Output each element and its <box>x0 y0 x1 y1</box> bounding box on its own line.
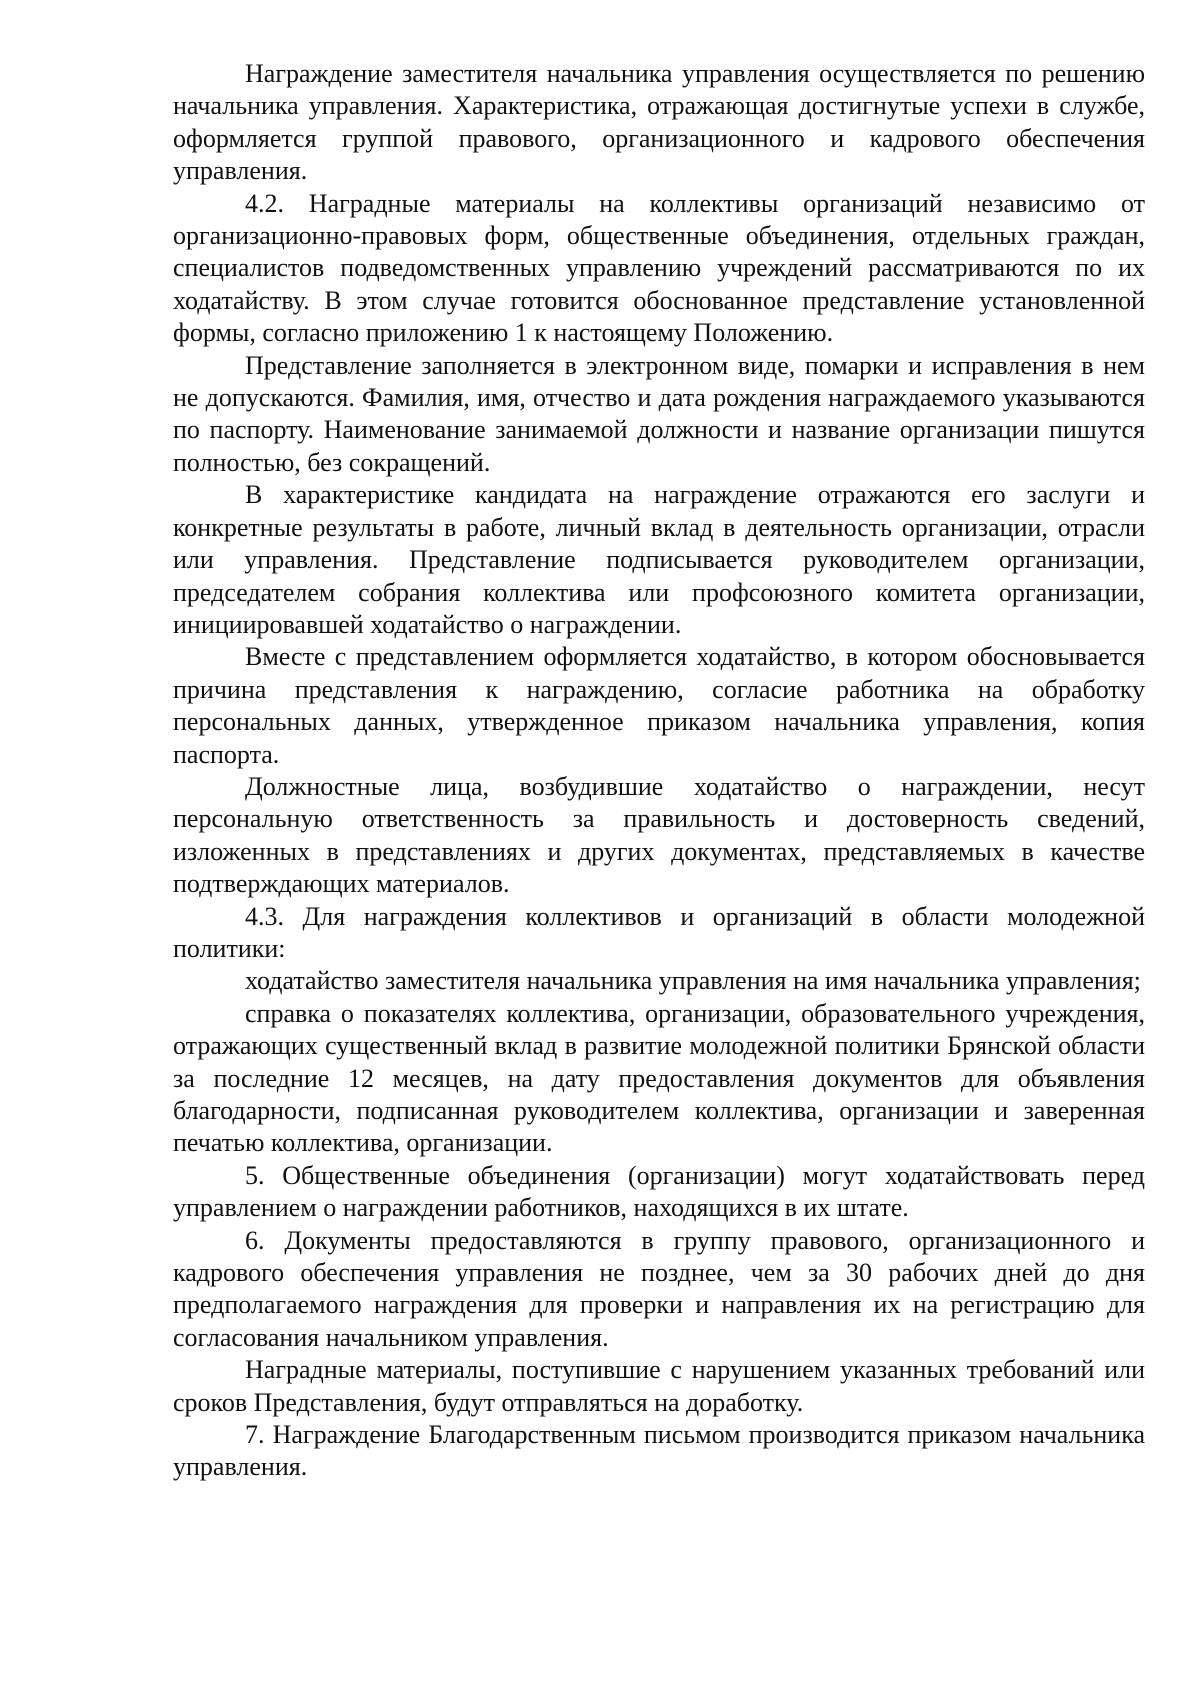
paragraph-responsibility: Должностные лица, возбудившие ходатайство о награждении, несут персональную ответственность за правильность и достоверность сведений, изложенных в представлениях и других документах, представляемых в качестве подтверждающих материалов. <box>173 771 1145 899</box>
paragraph-reference: справка о показателях коллектива, организации, образовательного учреждения, отражающих существенный вклад в развитие молодежной политики Брянской области за последние 12 месяцев, на дату предоставления документов для объявления благодарности, подписанная руководителем коллектива, организации и заверенная печатью коллектива, организации. <box>173 998 1145 1158</box>
paragraph-7: 7. Награждение Благодарственным письмом производится приказом начальника управления. <box>173 1420 1145 1482</box>
paragraph-candidate-characteristics: В характеристике кандидата на награждение отражаются его заслуги и конкретные результаты в работе, личный вклад в деятельность организации, отрасли или управления. Представление подписывается руководителем организации, председателем собрания коллектива или профсоюзного комитета организации, инициировавшей ходатайство о награждении. <box>173 480 1145 639</box>
paragraph-6: 6. Документы предоставляются в группу правового, организационного и кадрового обеспечения управления не позднее, чем за 30 рабочих дней до дня предполагаемого награждения для проверки и направления их на регистрацию для согласования начальником управления. <box>173 1225 1145 1352</box>
paragraph-5: 5. Общественные объединения (организации) могут ходатайствовать перед управлением о награждении работников, находящихся в их штате. <box>173 1160 1145 1223</box>
paragraph-deputy-award: Награждение заместителя начальника управления осуществляется по решению начальника управления. Характеристика, отражающая достигнутые успехи в службе, оформляется группой правового, организационного и кадрового обеспечения управления. <box>173 59 1145 186</box>
paragraph-4-3: 4.3. Для награждения коллективов и организаций в области молодежной политики: <box>173 901 1145 963</box>
paragraph-violations: Наградные материалы, поступившие с нарушением указанных требований или сроков Представления, будут отправляться на доработку. <box>173 1355 1145 1417</box>
document-body <box>173 58 1145 1484</box>
paragraph-petition: Вместе с представлением оформляется ходатайство, в котором обосновывается причина представления к награждению, согласие работника на обработку персональных данных, утвержденное приказом начальника управления, копия паспорта. <box>173 642 1145 769</box>
paragraph-4-2: 4.2. Наградные материалы на коллективы организаций независимо от организационно-правовых форм, общественные объединения, отдельных граждан, специалистов подведомственных управлению учреждений рассматриваются по их ходатайству. В этом случае готовится обоснованное представление установленной формы, согласно приложению 1 к настоящему Положению. <box>173 188 1145 348</box>
paragraph-deputy-petition: ходатайство заместителя начальника управления на имя начальника управления; <box>245 966 1141 996</box>
paragraph-submission-form: Представление заполняется в электронном виде, помарки и исправления в нем не допускаются. Фамилия, имя, отчество и дата рождения награждаемого указываются по паспорту. Наименование занимаемой должности и название организации пишутся полностью, без сокращений. <box>173 350 1145 477</box>
